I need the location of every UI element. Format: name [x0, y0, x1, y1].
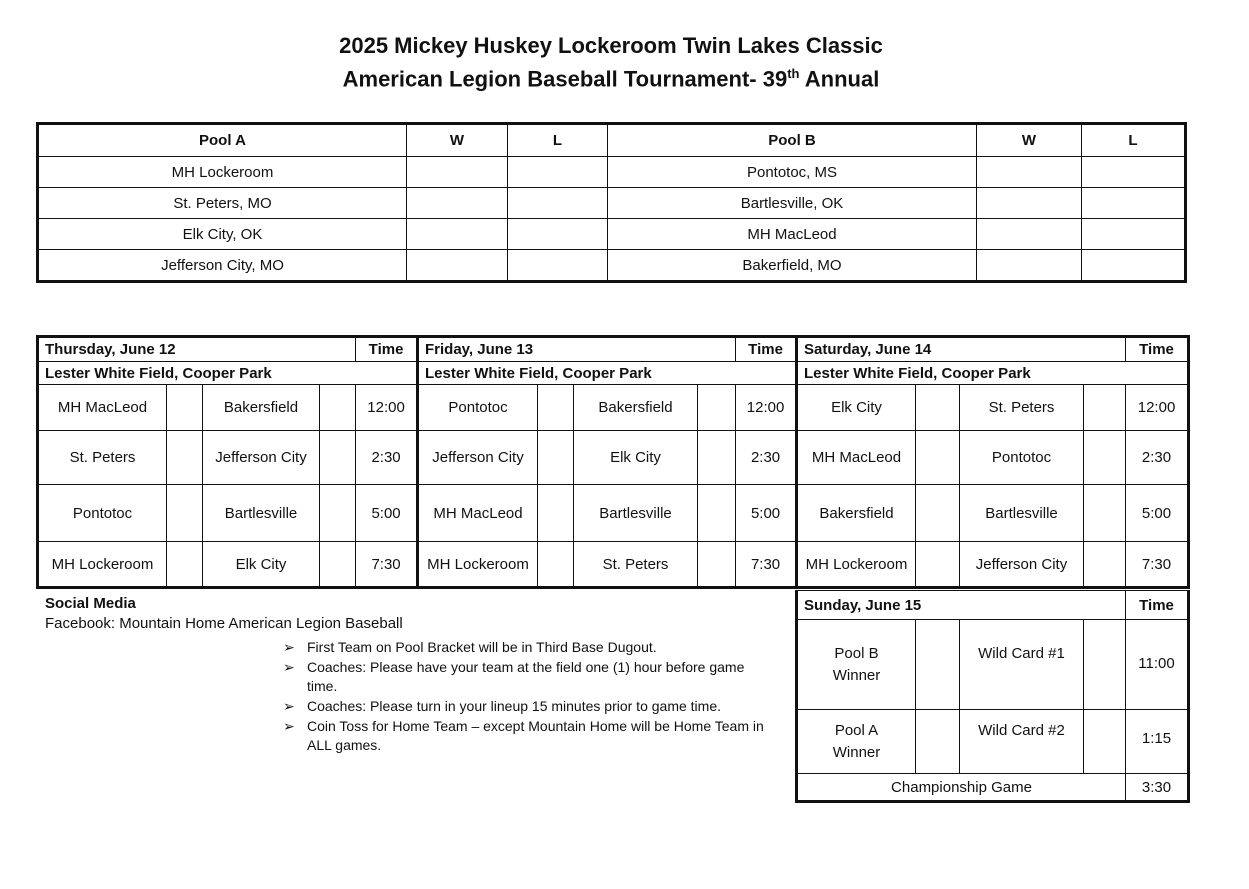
game-away-score	[698, 485, 736, 542]
friday-schedule	[416, 335, 798, 589]
game-time: 5:00	[736, 485, 797, 542]
game-time: 12:00	[736, 385, 797, 431]
game-row	[38, 385, 418, 431]
arrow-bullet-icon: ➢	[283, 718, 295, 734]
game-home-team: Pool A Winner	[797, 710, 916, 774]
game-time: 7:30	[356, 542, 418, 588]
game-home-team: Bakersfield	[797, 485, 916, 542]
pool-row	[38, 188, 1186, 219]
arrow-bullet-icon: ➢	[283, 659, 295, 675]
saturday-field-row	[797, 362, 1189, 385]
championship-row	[797, 774, 1189, 802]
game-home-score	[167, 485, 203, 542]
game-row	[38, 542, 418, 588]
game-time: 5:00	[356, 485, 418, 542]
pool-row	[38, 250, 1186, 282]
pool-a-l-cell	[508, 157, 608, 188]
game-row	[797, 620, 1189, 710]
pool-a-l-header: L	[508, 124, 608, 157]
thursday-schedule	[36, 335, 419, 589]
game-home-score	[167, 431, 203, 485]
game-away-score	[1084, 431, 1126, 485]
game-home-score	[167, 542, 203, 588]
game-away-team: Bakersfield	[574, 385, 698, 431]
pool-a-w-cell	[407, 219, 508, 250]
sunday-day-row	[797, 591, 1189, 620]
notes-list	[283, 638, 778, 756]
game-home-team: Elk City	[797, 385, 916, 431]
game-time: 2:30	[736, 431, 797, 485]
pool-b-l-cell	[1082, 157, 1186, 188]
game-row	[418, 542, 797, 588]
saturday-time-header: Time	[1126, 337, 1189, 362]
saturday-day-row	[797, 337, 1189, 362]
pool-b-team: Pontotoc, MS	[608, 157, 977, 188]
game-row	[797, 385, 1189, 431]
sunday-schedule	[795, 590, 1190, 803]
game-away-score	[698, 542, 736, 588]
thursday-field-label: Lester White Field, Cooper Park	[38, 362, 418, 385]
friday-day-label: Friday, June 13	[418, 337, 736, 362]
friday-time-header: Time	[736, 337, 797, 362]
game-home-score	[538, 431, 574, 485]
saturday-day-label: Saturday, June 14	[797, 337, 1126, 362]
note-text: Coin Toss for Home Team – except Mountain Home will be Home Team in ALL games.	[307, 718, 764, 753]
game-home-score	[916, 620, 960, 710]
facebook-line: Facebook: Mountain Home American Legion Baseball	[45, 615, 403, 632]
pools-header-row	[38, 124, 1186, 157]
pool-a-w-cell	[407, 157, 508, 188]
pool-b-l-cell	[1082, 188, 1186, 219]
arrow-bullet-icon: ➢	[283, 698, 295, 714]
championship-time: 3:30	[1126, 774, 1189, 802]
pool-b-w-cell	[977, 157, 1082, 188]
game-away-team: Pontotoc	[960, 431, 1084, 485]
friday-day-row	[418, 337, 797, 362]
game-home-team: St. Peters	[38, 431, 167, 485]
pool-a-team: MH Lockeroom	[38, 157, 407, 188]
game-time: 5:00	[1126, 485, 1189, 542]
game-home-score	[916, 431, 960, 485]
title-line-2-end: Annual	[799, 66, 880, 92]
game-away-team: Elk City	[203, 542, 320, 588]
game-home-team: MH MacLeod	[797, 431, 916, 485]
game-away-score	[320, 485, 356, 542]
title-line-2-main: American Legion Baseball Tournament- 39	[342, 66, 788, 92]
pool-b-w-cell	[977, 188, 1082, 219]
game-home-score	[538, 485, 574, 542]
game-row	[418, 485, 797, 542]
saturday-schedule	[795, 335, 1190, 589]
pool-row	[38, 157, 1186, 188]
pool-b-team: Bartlesville, OK	[608, 188, 977, 219]
saturday-field-label: Lester White Field, Cooper Park	[797, 362, 1189, 385]
note-text: Coaches: Please turn in your lineup 15 minutes prior to game time.	[307, 698, 721, 714]
game-row	[797, 542, 1189, 588]
pool-b-l-cell	[1082, 250, 1186, 282]
social-media-heading: Social Media	[45, 595, 136, 612]
friday-field-row	[418, 362, 797, 385]
sunday-time-header: Time	[1126, 591, 1189, 620]
title-line-1: 2025 Mickey Huskey Lockeroom Twin Lakes Classic	[339, 33, 883, 58]
game-home-score	[916, 485, 960, 542]
game-row	[797, 431, 1189, 485]
pool-a-w-cell	[407, 188, 508, 219]
pool-b-l-cell	[1082, 219, 1186, 250]
title-ordinal-suffix: th	[787, 66, 800, 81]
game-time: 2:30	[1126, 431, 1189, 485]
note-text: Coaches: Please have your team at the field one (1) hour before game time.	[307, 659, 745, 694]
pool-a-l-cell	[508, 250, 608, 282]
game-time: 7:30	[736, 542, 797, 588]
title-line-2	[0, 66, 1222, 92]
game-home-team: Pontotoc	[418, 385, 538, 431]
game-row	[418, 431, 797, 485]
game-home-team: MH Lockeroom	[38, 542, 167, 588]
game-away-score	[698, 431, 736, 485]
game-away-team: St. Peters	[960, 385, 1084, 431]
game-away-team: Bartlesville	[203, 485, 320, 542]
pool-b-w-header: W	[977, 124, 1082, 157]
game-row	[38, 431, 418, 485]
note-item	[283, 717, 778, 755]
game-home-score	[916, 542, 960, 588]
pool-a-l-cell	[508, 188, 608, 219]
social-media-section	[45, 595, 403, 632]
note-text: First Team on Pool Bracket will be in Third Base Dugout.	[307, 639, 657, 655]
game-home-score	[538, 542, 574, 588]
game-home-team: Pool B Winner	[797, 620, 916, 710]
game-row	[797, 485, 1189, 542]
pools-table	[36, 122, 1187, 283]
thursday-day-label: Thursday, June 12	[38, 337, 356, 362]
note-item	[283, 658, 778, 696]
game-away-score	[320, 542, 356, 588]
game-row	[797, 710, 1189, 774]
game-home-team: MH Lockeroom	[797, 542, 916, 588]
game-time: 2:30	[356, 431, 418, 485]
pool-b-w-cell	[977, 219, 1082, 250]
note-item	[283, 638, 778, 657]
pool-a-w-header: W	[407, 124, 508, 157]
game-time: 12:00	[1126, 385, 1189, 431]
game-away-team: Wild Card #1	[960, 620, 1084, 710]
game-away-score	[698, 385, 736, 431]
game-away-team: Wild Card #2	[960, 710, 1084, 774]
game-home-score	[167, 385, 203, 431]
game-home-team: Pontotoc	[38, 485, 167, 542]
game-away-team: Bartlesville	[574, 485, 698, 542]
pool-a-team: Elk City, OK	[38, 219, 407, 250]
game-home-team: MH MacLeod	[418, 485, 538, 542]
thursday-day-row	[38, 337, 418, 362]
game-away-team: Jefferson City	[960, 542, 1084, 588]
game-time: 7:30	[1126, 542, 1189, 588]
game-home-team: Jefferson City	[418, 431, 538, 485]
game-away-team: Bartlesville	[960, 485, 1084, 542]
arrow-bullet-icon: ➢	[283, 639, 295, 655]
game-away-score	[1084, 485, 1126, 542]
pool-a-team: St. Peters, MO	[38, 188, 407, 219]
game-row	[38, 485, 418, 542]
game-time: 11:00	[1126, 620, 1189, 710]
pool-a-w-cell	[407, 250, 508, 282]
championship-label: Championship Game	[797, 774, 1126, 802]
pool-b-header: Pool B	[608, 124, 977, 157]
note-item	[283, 697, 778, 716]
game-time: 1:15	[1126, 710, 1189, 774]
game-home-score	[916, 710, 960, 774]
game-away-score	[1084, 385, 1126, 431]
game-away-score	[1084, 542, 1126, 588]
pool-b-l-header: L	[1082, 124, 1186, 157]
game-away-team: Jefferson City	[203, 431, 320, 485]
game-away-score	[1084, 710, 1126, 774]
game-home-team: MH MacLeod	[38, 385, 167, 431]
game-row	[418, 385, 797, 431]
sunday-day-label: Sunday, June 15	[797, 591, 1126, 620]
game-home-score	[916, 385, 960, 431]
pool-a-team: Jefferson City, MO	[38, 250, 407, 282]
pool-b-team: MH MacLeod	[608, 219, 977, 250]
game-away-team: Elk City	[574, 431, 698, 485]
pool-b-w-cell	[977, 250, 1082, 282]
pool-a-header: Pool A	[38, 124, 407, 157]
game-home-score	[538, 385, 574, 431]
game-home-team: MH Lockeroom	[418, 542, 538, 588]
pool-row	[38, 219, 1186, 250]
friday-field-label: Lester White Field, Cooper Park	[418, 362, 797, 385]
game-away-score	[320, 385, 356, 431]
pool-a-l-cell	[508, 219, 608, 250]
game-away-team: St. Peters	[574, 542, 698, 588]
pool-b-team: Bakerfield, MO	[608, 250, 977, 282]
game-away-team: Bakersfield	[203, 385, 320, 431]
thursday-field-row	[38, 362, 418, 385]
game-time: 12:00	[356, 385, 418, 431]
game-away-score	[320, 431, 356, 485]
thursday-time-header: Time	[356, 337, 418, 362]
game-away-score	[1084, 620, 1126, 710]
